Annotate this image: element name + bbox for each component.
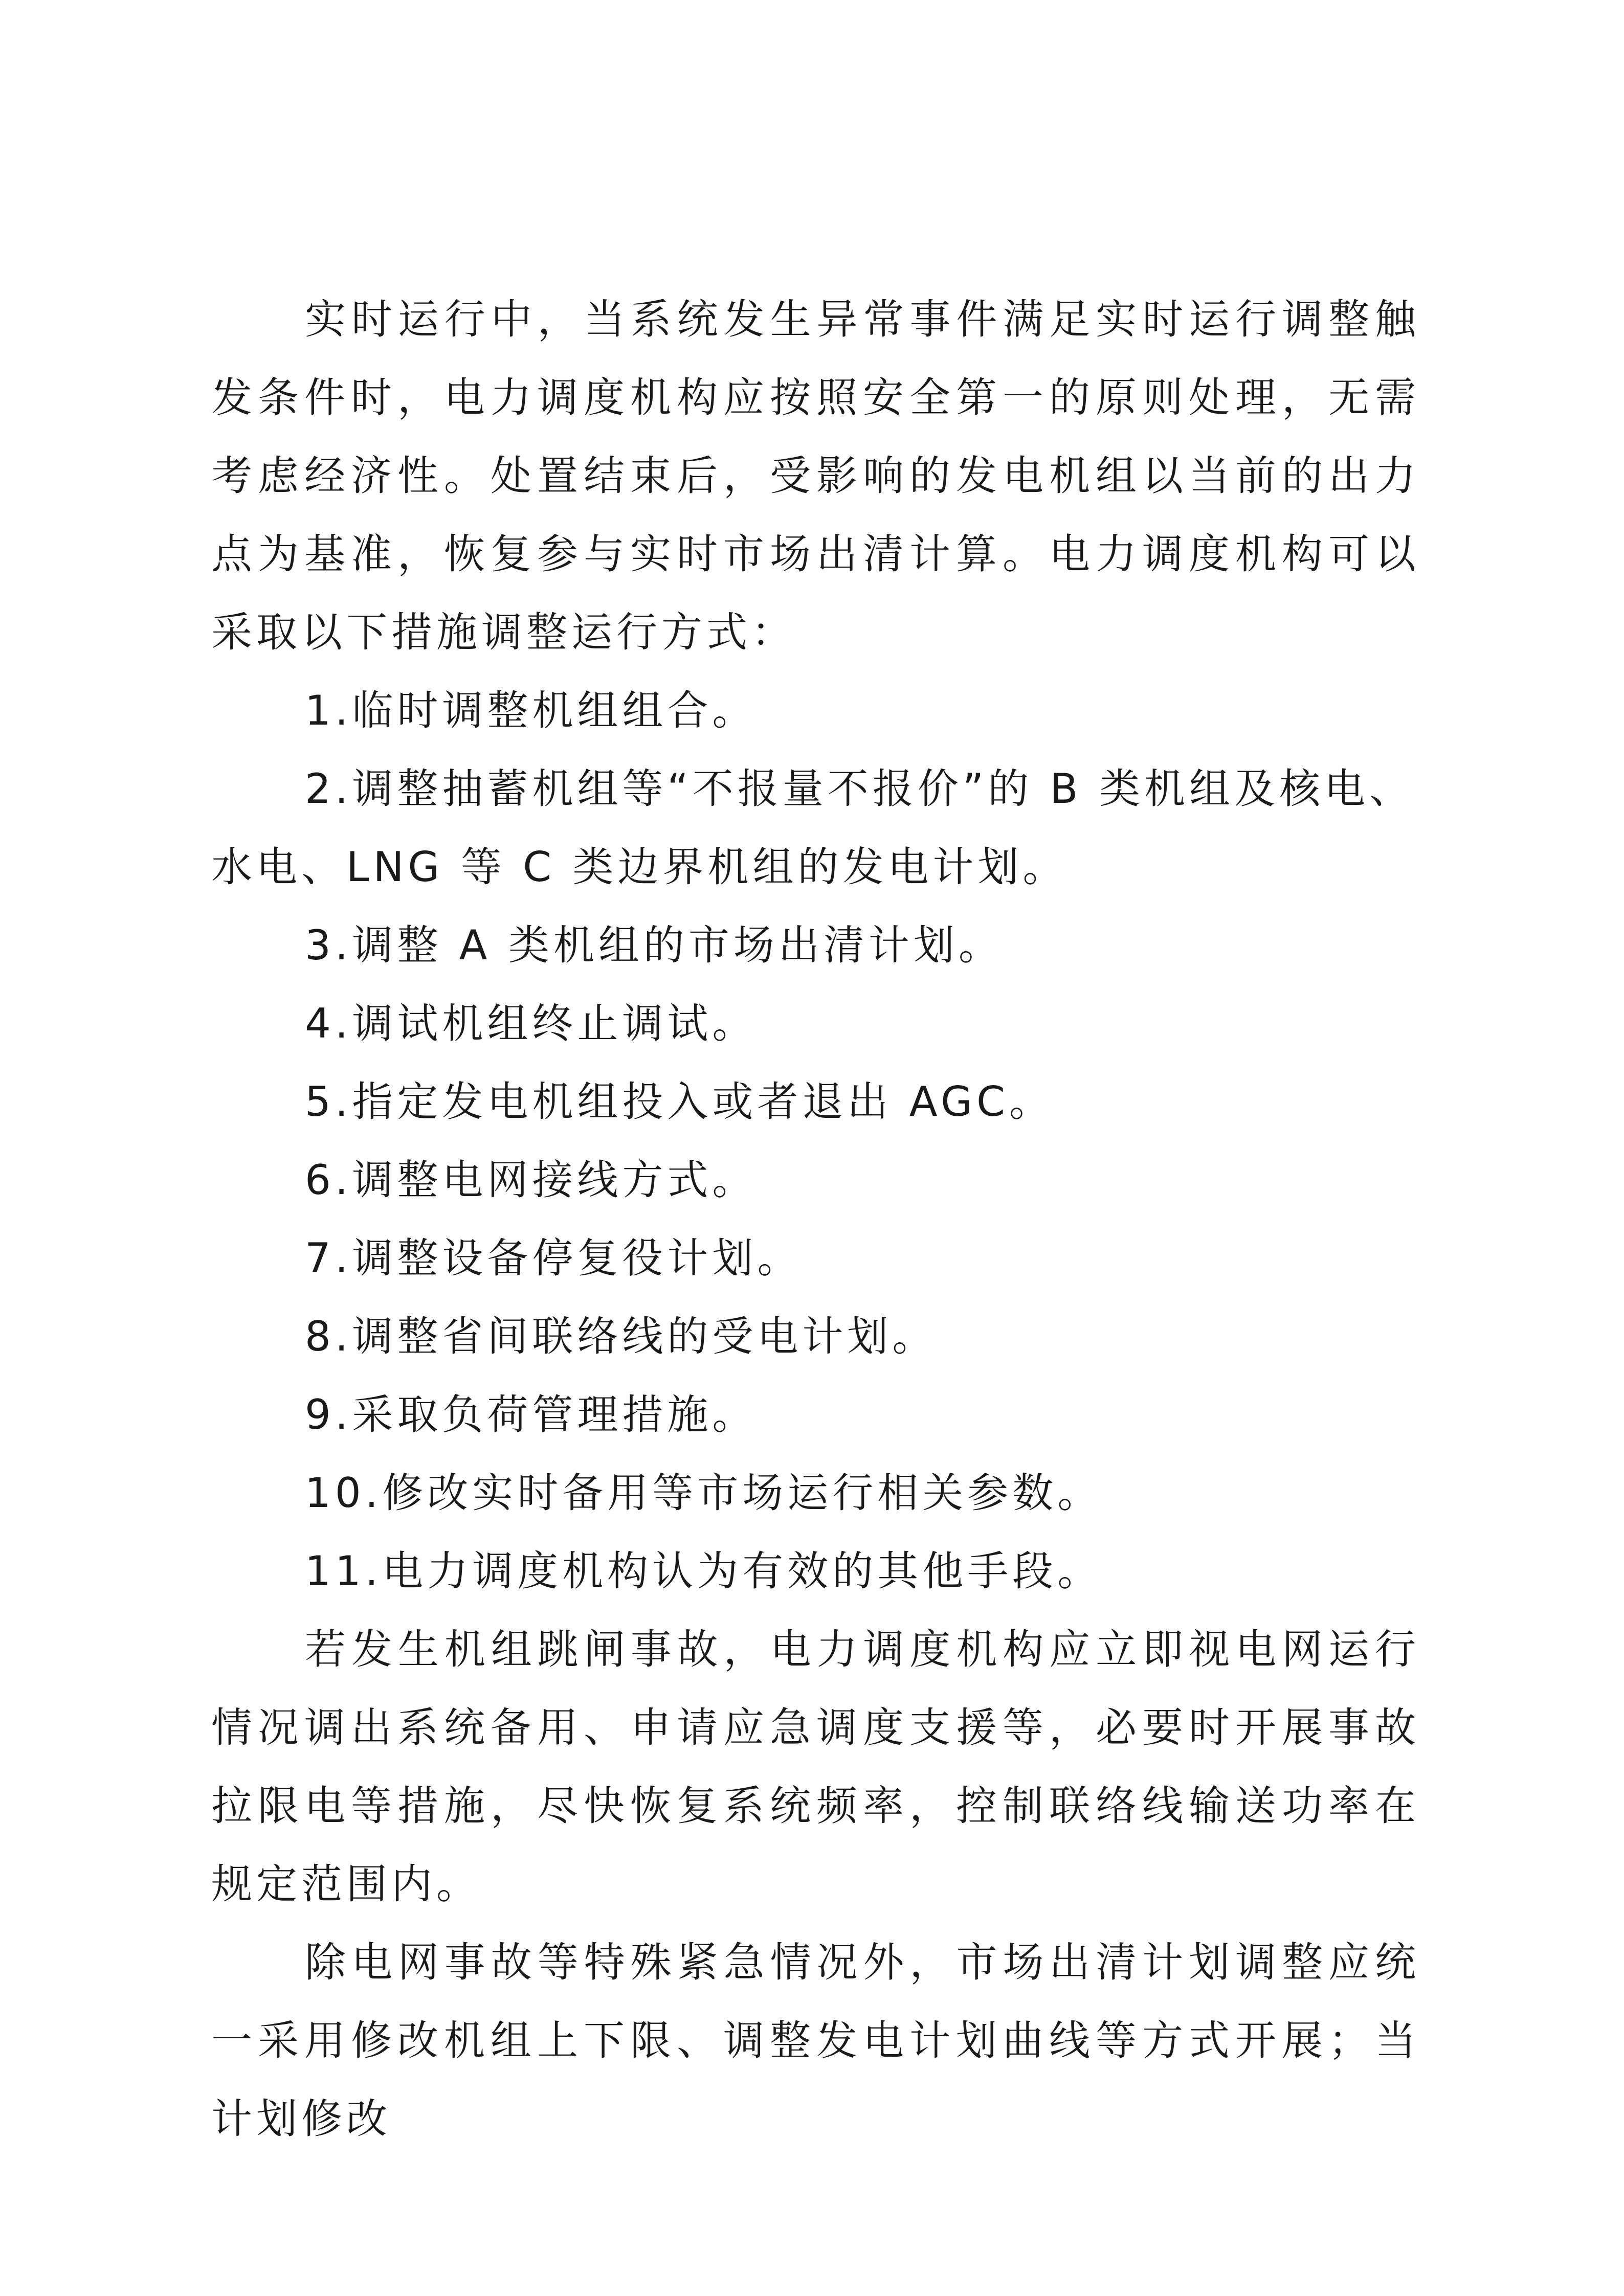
measure-item-11: 11.电力调度机构认为有效的其他手段。 bbox=[305, 1547, 1103, 1595]
measure-item-4: 4.调试机组终止调试。 bbox=[305, 1000, 758, 1047]
measure-item-6: 6.调整电网接线方式。 bbox=[305, 1156, 758, 1204]
measure-item-3: 3.调整 A 类机组的市场出清计划。 bbox=[305, 921, 1004, 969]
measure-item-10: 10.修改实时备用等市场运行相关参数。 bbox=[305, 1469, 1103, 1517]
paragraph-plan-adjustment: 除电网事故等特殊紧急情况外，市场出清计划调整应统一采用修改机组上下限、调整发电计划曲线等方式开展；当计划修改 bbox=[211, 1939, 1420, 2143]
measure-item-8: 8.调整省间联络线的受电计划。 bbox=[305, 1313, 938, 1360]
document-body bbox=[211, 280, 1420, 2158]
measure-item-5: 5.指定发电机组投入或者退出 AGC。 bbox=[305, 1078, 1054, 1126]
measure-item-9: 9.采取负荷管理措施。 bbox=[305, 1391, 758, 1438]
measure-item-2: 2.调整抽蓄机组等“不报量不报价”的 B 类机组及核电、水电、LNG 等 C 类边界机组的发电计划。 bbox=[211, 765, 1414, 891]
paragraph-realtime-adjustment: 实时运行中，当系统发生异常事件满足实时运行调整触发条件时，电力调度机构应按照安全第一的原则处理，无需考虑经济性。处置结束后，受影响的发电机组以当前的出力点为基准，恢复参与实时市场出清计算。电力调度机构可以采取以下措施调整运行方式： bbox=[211, 296, 1420, 656]
measure-item-1: 1.临时调整机组组合。 bbox=[305, 687, 758, 734]
measure-item-7: 7.调整设备停复役计划。 bbox=[305, 1234, 803, 1282]
paragraph-unit-trip: 若发生机组跳闸事故，电力调度机构应立即视电网运行情况调出系统备用、申请应急调度支援等，必要时开展事故拉限电等措施，尽快恢复系统频率，控制联络线输送功率在规定范围内。 bbox=[211, 1626, 1420, 1908]
